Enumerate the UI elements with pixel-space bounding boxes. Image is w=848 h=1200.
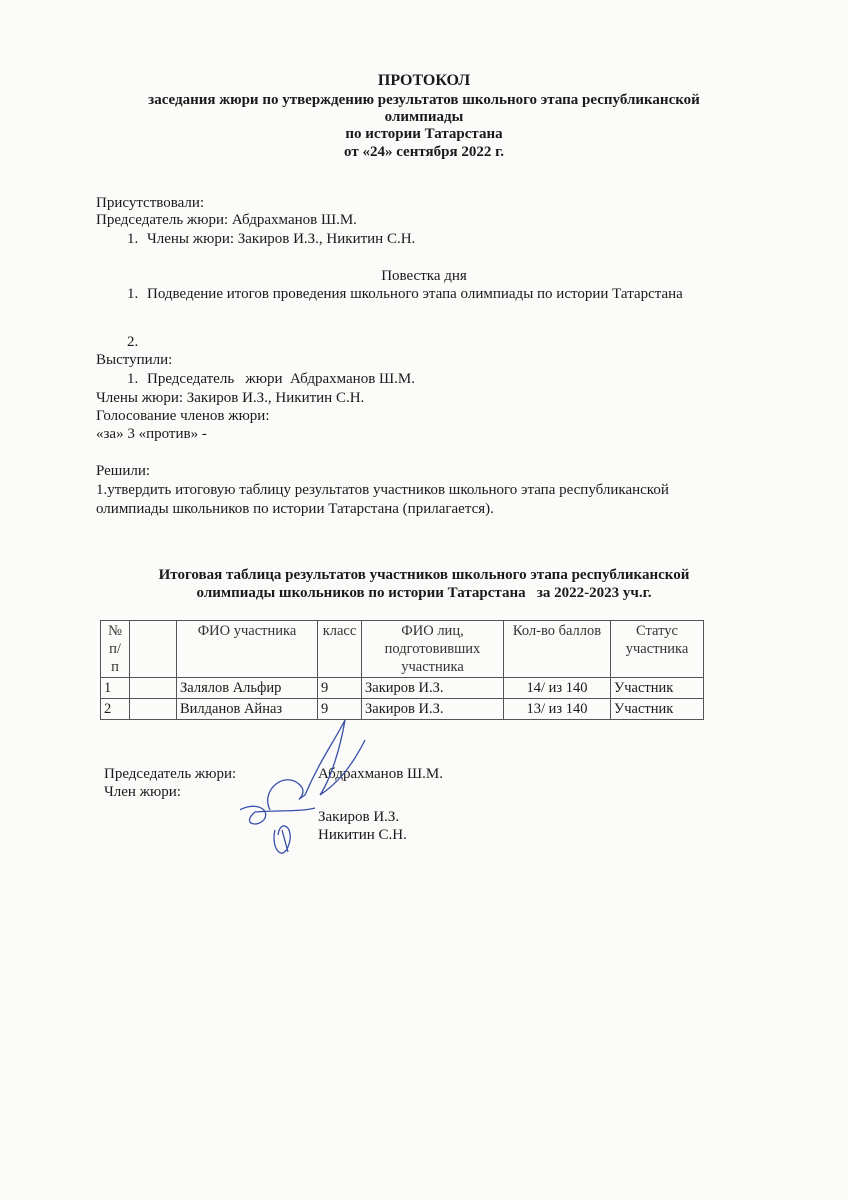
- speakers-members: Члены жюри: Закиров И.З., Никитин С.Н.: [96, 390, 365, 406]
- list-number: 1.: [127, 286, 139, 302]
- speakers-label: Выступили:: [96, 352, 173, 368]
- table-row: [101, 678, 704, 699]
- attendance-label: Присутствовали:: [96, 195, 205, 211]
- decision-text: 1.утвердить итоговую таблицу результатов участников школьного этапа республиканской: [96, 482, 669, 498]
- member-signature-label: Член жюри:: [104, 784, 181, 800]
- attendance-chair: Председатель жюри: Абдрахманов Ш.М.: [96, 212, 357, 228]
- col-header: ФИО лиц, подготовивших участника: [362, 621, 504, 678]
- doc-title: ПРОТОКОЛ: [377, 72, 471, 89]
- cell: 14/ из 140: [504, 678, 611, 699]
- list-number: 2.: [127, 334, 139, 350]
- doc-subtitle: заседания жюри по утверждению результатов школьного этапа республиканской: [148, 92, 700, 108]
- vote-label: Голосование членов жюри:: [96, 408, 270, 424]
- cell: [130, 699, 177, 720]
- table-header-row: [101, 621, 704, 678]
- speakers-chair: Председатель жюри Абдрахманов Ш.М.: [147, 371, 416, 387]
- decision-text: олимпиады школьников по истории Татарстана (прилагается).: [96, 501, 494, 517]
- doc-date: от «24» сентября 2022 г.: [344, 144, 504, 160]
- attendance-members: Члены жюри: Закиров И.З., Никитин С.Н.: [147, 231, 416, 247]
- handwritten-signatures: [240, 700, 380, 870]
- col-header: класс: [318, 621, 362, 678]
- table-title: Итоговая таблица результатов участников школьного этапа республиканской: [158, 567, 690, 583]
- cell: 2: [101, 699, 130, 720]
- chair-name: Абдрахманов Ш.М.: [318, 766, 443, 782]
- cell: Участник: [611, 678, 704, 699]
- doc-subtitle: олимпиады: [384, 109, 464, 125]
- chair-signature-label: Председатель жюри:: [104, 766, 237, 782]
- decision-label: Решили:: [96, 463, 151, 479]
- results-table: [100, 620, 704, 720]
- cell: Участник: [611, 699, 704, 720]
- list-number: 1.: [127, 371, 139, 387]
- cell: Закиров И.З.: [362, 699, 504, 720]
- agenda-item: Подведение итогов проведения школьного этапа олимпиады по истории Татарстана: [147, 286, 683, 302]
- cell: Закиров И.З.: [362, 678, 504, 699]
- cell: 9: [318, 678, 362, 699]
- col-header: [130, 621, 177, 678]
- col-header: ФИО участника: [177, 621, 318, 678]
- cell: Залялов Альфир: [177, 678, 318, 699]
- agenda-title: Повестка дня: [381, 268, 467, 284]
- cell: [130, 678, 177, 699]
- vote-result: «за» 3 «против» -: [96, 426, 207, 442]
- member-name: Закиров И.З.: [318, 809, 400, 825]
- cell: 13/ из 140: [504, 699, 611, 720]
- doc-subtitle: по истории Татарстана: [345, 126, 503, 142]
- member-name: Никитин С.Н.: [318, 827, 407, 843]
- list-number: 1.: [127, 231, 139, 247]
- cell: 1: [101, 678, 130, 699]
- cell: 9: [318, 699, 362, 720]
- col-header: № п/ п: [101, 621, 130, 678]
- table-row: [101, 699, 704, 720]
- table-title: олимпиады школьников по истории Татарстана за 2022-2023 уч.г.: [196, 585, 652, 601]
- col-header: Кол-во баллов: [504, 621, 611, 678]
- cell: Вилданов Айназ: [177, 699, 318, 720]
- col-header: Статус участника: [611, 621, 704, 678]
